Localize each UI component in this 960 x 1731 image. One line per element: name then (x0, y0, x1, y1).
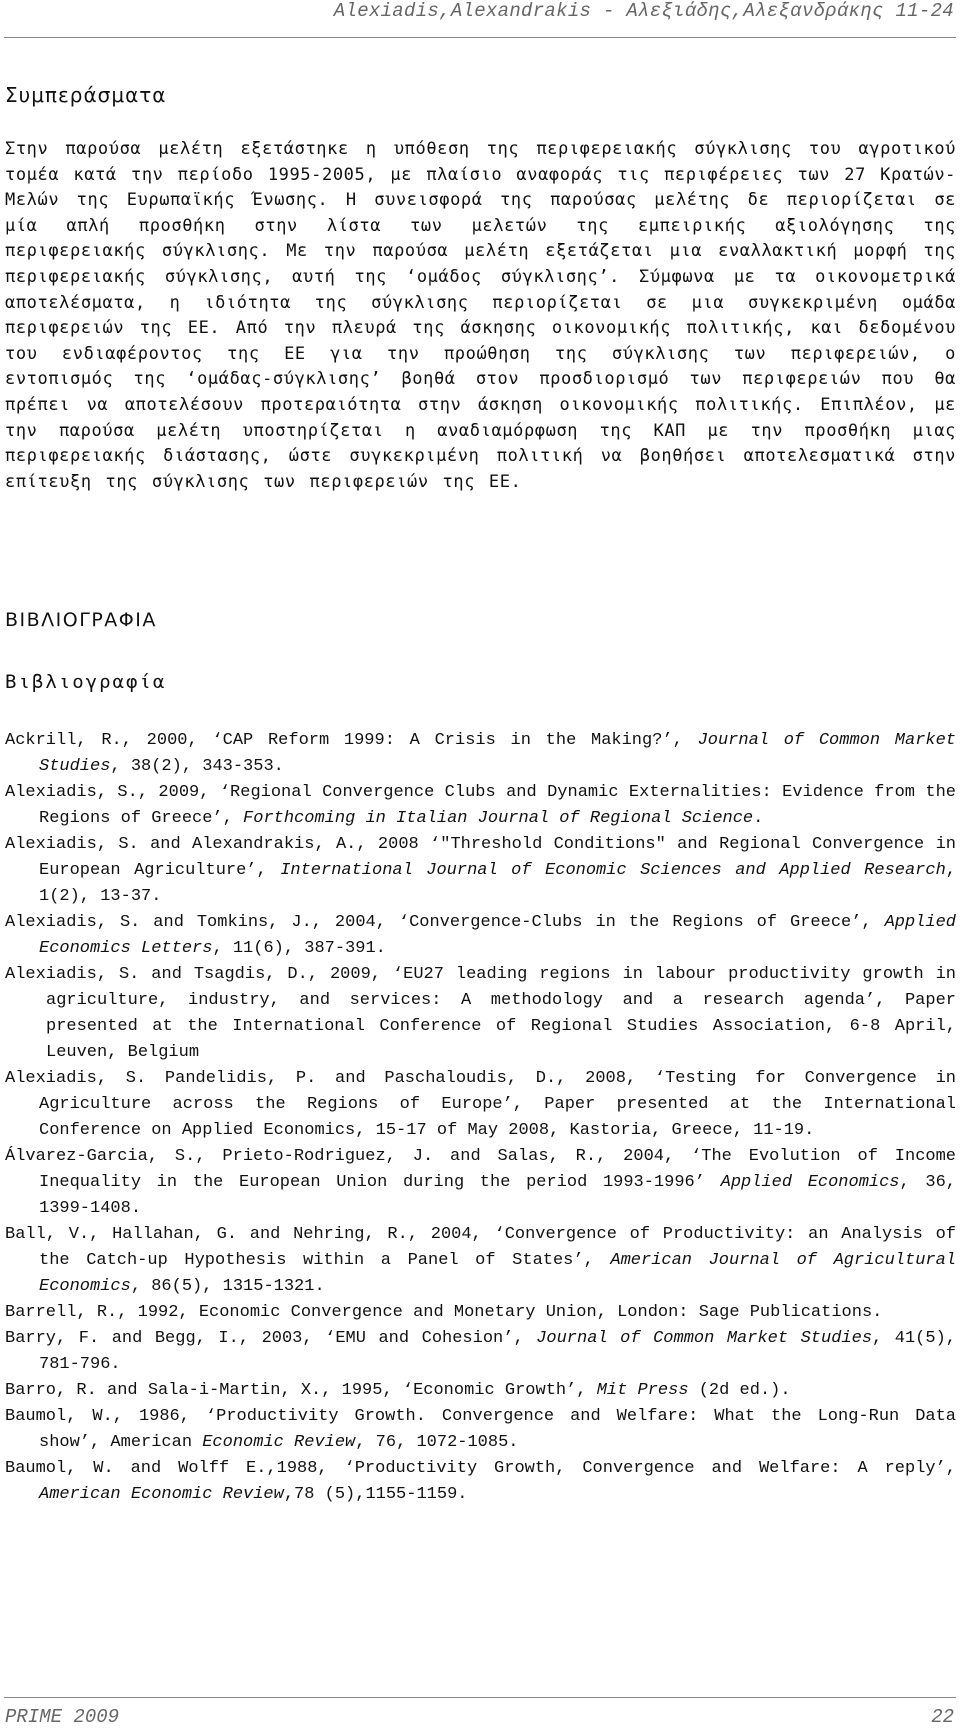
reference-text: Alexiadis, S., 2009, ‘Regional Convergence Clubs and Dynamic Externalities: Evidence from the Regions of Greece’, (5, 783, 956, 828)
reference-text: Ball, V., Hallahan, G. and Nehring, R., 2004, ‘Convergence of Productivity: an Analysis of the Catch-up Hypothesis within a Panel of States’, (5, 1225, 956, 1270)
bibliography-heading: ΒΙΒΛΙΟΓΡΑΦΙΑ (5, 609, 157, 631)
reference-source: Journal of Common Market Studies (536, 1329, 873, 1348)
reference-item (5, 910, 956, 962)
conclusion-heading: Συμπεράσματα (5, 83, 167, 107)
reference-text: Álvarez-Garcia, S., Prieto-Rodriguez, J. and Salas, R., 2004, ‘The Evolution of Income Inequality in the European Union during the period 1993-1996’ (5, 1147, 956, 1192)
reference-text: Baumol, W. and Wolff E.,1988, ‘Productivity Growth, Convergence and Welfare: A reply’, (5, 1459, 956, 1478)
reference-details: , 41(5), 781-796. (39, 1329, 956, 1374)
reference-text: Barry, F. and Begg, I., 2003, ‘EMU and Cohesion’, (5, 1329, 537, 1348)
reference-details: (2d ed.). (688, 1381, 791, 1400)
reference-text: Alexiadis, S. and Tsagdis, D., 2009, ‘EU27 leading regions in labour productivity growth in agriculture, industry, and services: A methodology and a research agenda’, Paper presented at the International Conference of Regional Studies Association, 6-8 April, Leuven, Belgium (5, 965, 956, 1062)
reference-details: , 86(5), 1315-1321. (130, 1277, 325, 1296)
reference-text: Baumol, W., 1986, ‘Productivity Growth. Convergence and Welfare: What the Long-Run Data show’, American (5, 1407, 956, 1452)
reference-source: American Economic Review (39, 1485, 284, 1504)
reference-item (5, 780, 956, 832)
reference-item (5, 1456, 956, 1508)
reference-details: , 11(6), 387-391. (212, 939, 386, 958)
conclusion-paragraph: Στην παρούσα μελέτη εξετάστηκε η υπόθεση της περιφερειακής σύγκλισης του αγροτικού τομέα κατά την περίοδο 1995-2005, με πλαίσιο αναφοράς τις περιφέρειες των 27 Κρατών-Μελών της Ευρωπαϊκής Ένωσης. Η συνεισφορά της παρούσας μελέτης δε περιορίζεται σε μία απλή προσθήκη στην λίστα των μελετών της εμπειρικής αξιολόγησης της περιφερειακής σύγκλισης. Με την παρούσα μελέτη εξετάζεται μια εναλλακτική μορφή της περιφερειακής σύγκλισης, αυτή της ‘ομάδος σύγκλισης’. Σύμφωνα με τα οικονομετρικά αποτελέσματα, η ιδιότητα της σύγκλισης περιορίζεται σε μια συγκεκριμένη ομάδα περιφερειών της ΕΕ. Από την πλευρά της άσκησης οικονομικής πολιτικής, και δεδομένου του ενδιαφέροντος της ΕΕ για την προώθηση της σύγκλισης των περιφερειών, ο εντοπισμός της ‘ομάδας-σύγκλισης’ βοηθά στον προσδιορισμό των περιφερειών που θα πρέπει να αποτελέσουν προτεραιότητα στην άσκηση οικονομικής πολιτικής. Επιπλέον, με την παρούσα μελέτη υποστηρίζεται η αναδιαμόρφωση της ΚΑΠ με την προσθήκη μιας περιφερειακής διάστασης, ώστε συγκεκριμένη πολιτική να βοηθήσει αποτελεσματικά στην επίτευξη της σύγκλισης των περιφερειών της ΕΕ. (5, 139, 956, 492)
reference-list (5, 728, 956, 1508)
reference-item (5, 728, 956, 780)
reference-details: , 36, 1399-1408. (39, 1173, 956, 1218)
footer-journal: PRIME 2009 (5, 1706, 120, 1728)
reference-text: Barrell, R., 1992, Economic Convergence and Monetary Union, London: Sage Publications. (5, 1303, 883, 1322)
reference-item (5, 1066, 956, 1144)
reference-item (5, 1300, 956, 1326)
reference-text: Alexiadis, S. and Alexandrakis, A., 2008 ‘"Threshold Conditions" and Regional Convergence in European Agriculture’, (5, 835, 956, 880)
reference-details: , 1(2), 13-37. (39, 861, 956, 906)
reference-item (5, 1326, 956, 1378)
reference-source: Applied Economics (720, 1173, 900, 1192)
reference-source: Journal of Common Market Studies (39, 731, 956, 776)
reference-source: Mit Press (596, 1381, 689, 1400)
reference-item (5, 1222, 956, 1300)
reference-source: Economic Review (202, 1433, 356, 1452)
footer-page-number: 22 (931, 1706, 954, 1728)
reference-source: International Journal of Economic Sciences and Applied Research (280, 861, 946, 880)
reference-text: Alexiadis, S. and Tomkins, J., 2004, ‘Convergence-Clubs in the Regions of Greece’, (5, 913, 885, 932)
reference-item (5, 1404, 956, 1456)
reference-item (5, 1378, 956, 1404)
reference-text: Barro, R. and Sala-i-Martin, X., 1995, ‘Economic Growth’, (5, 1381, 597, 1400)
reference-details: ,78 (5),1155-1159. (283, 1485, 468, 1504)
bibliography-subheading: Βιβλιογραφία (5, 671, 167, 693)
reference-details: . (753, 809, 764, 828)
reference-item (5, 1144, 956, 1222)
reference-text: Alexiadis, S. Pandelidis, P. and Paschaloudis, D., 2008, ‘Testing for Convergence in Agriculture across the Regions of Europe’, Paper presented at the International Conference on Applied Economics, 15-17 of May 2008, Kastoria, Greece, 11-19. (5, 1069, 956, 1140)
footer-rule (4, 1697, 956, 1698)
reference-source: Forthcoming in Italian Journal of Regional Science (243, 809, 754, 828)
reference-item (5, 832, 956, 910)
running-header: Alexiadis,Alexandrakis - Αλεξιάδης,Αλεξανδράκης 11-24 (333, 0, 954, 22)
reference-details: , 76, 1072-1085. (355, 1433, 519, 1452)
reference-item (5, 962, 956, 1066)
reference-source: American Journal of Agricultural Economics (39, 1251, 957, 1296)
reference-source: Applied Economics Letters (39, 913, 956, 958)
header-rule (4, 37, 956, 38)
reference-text: Ackrill, R., 2000, ‘CAP Reform 1999: A Crisis in the Making?’, (5, 731, 698, 750)
reference-details: , 38(2), 343-353. (110, 757, 284, 776)
